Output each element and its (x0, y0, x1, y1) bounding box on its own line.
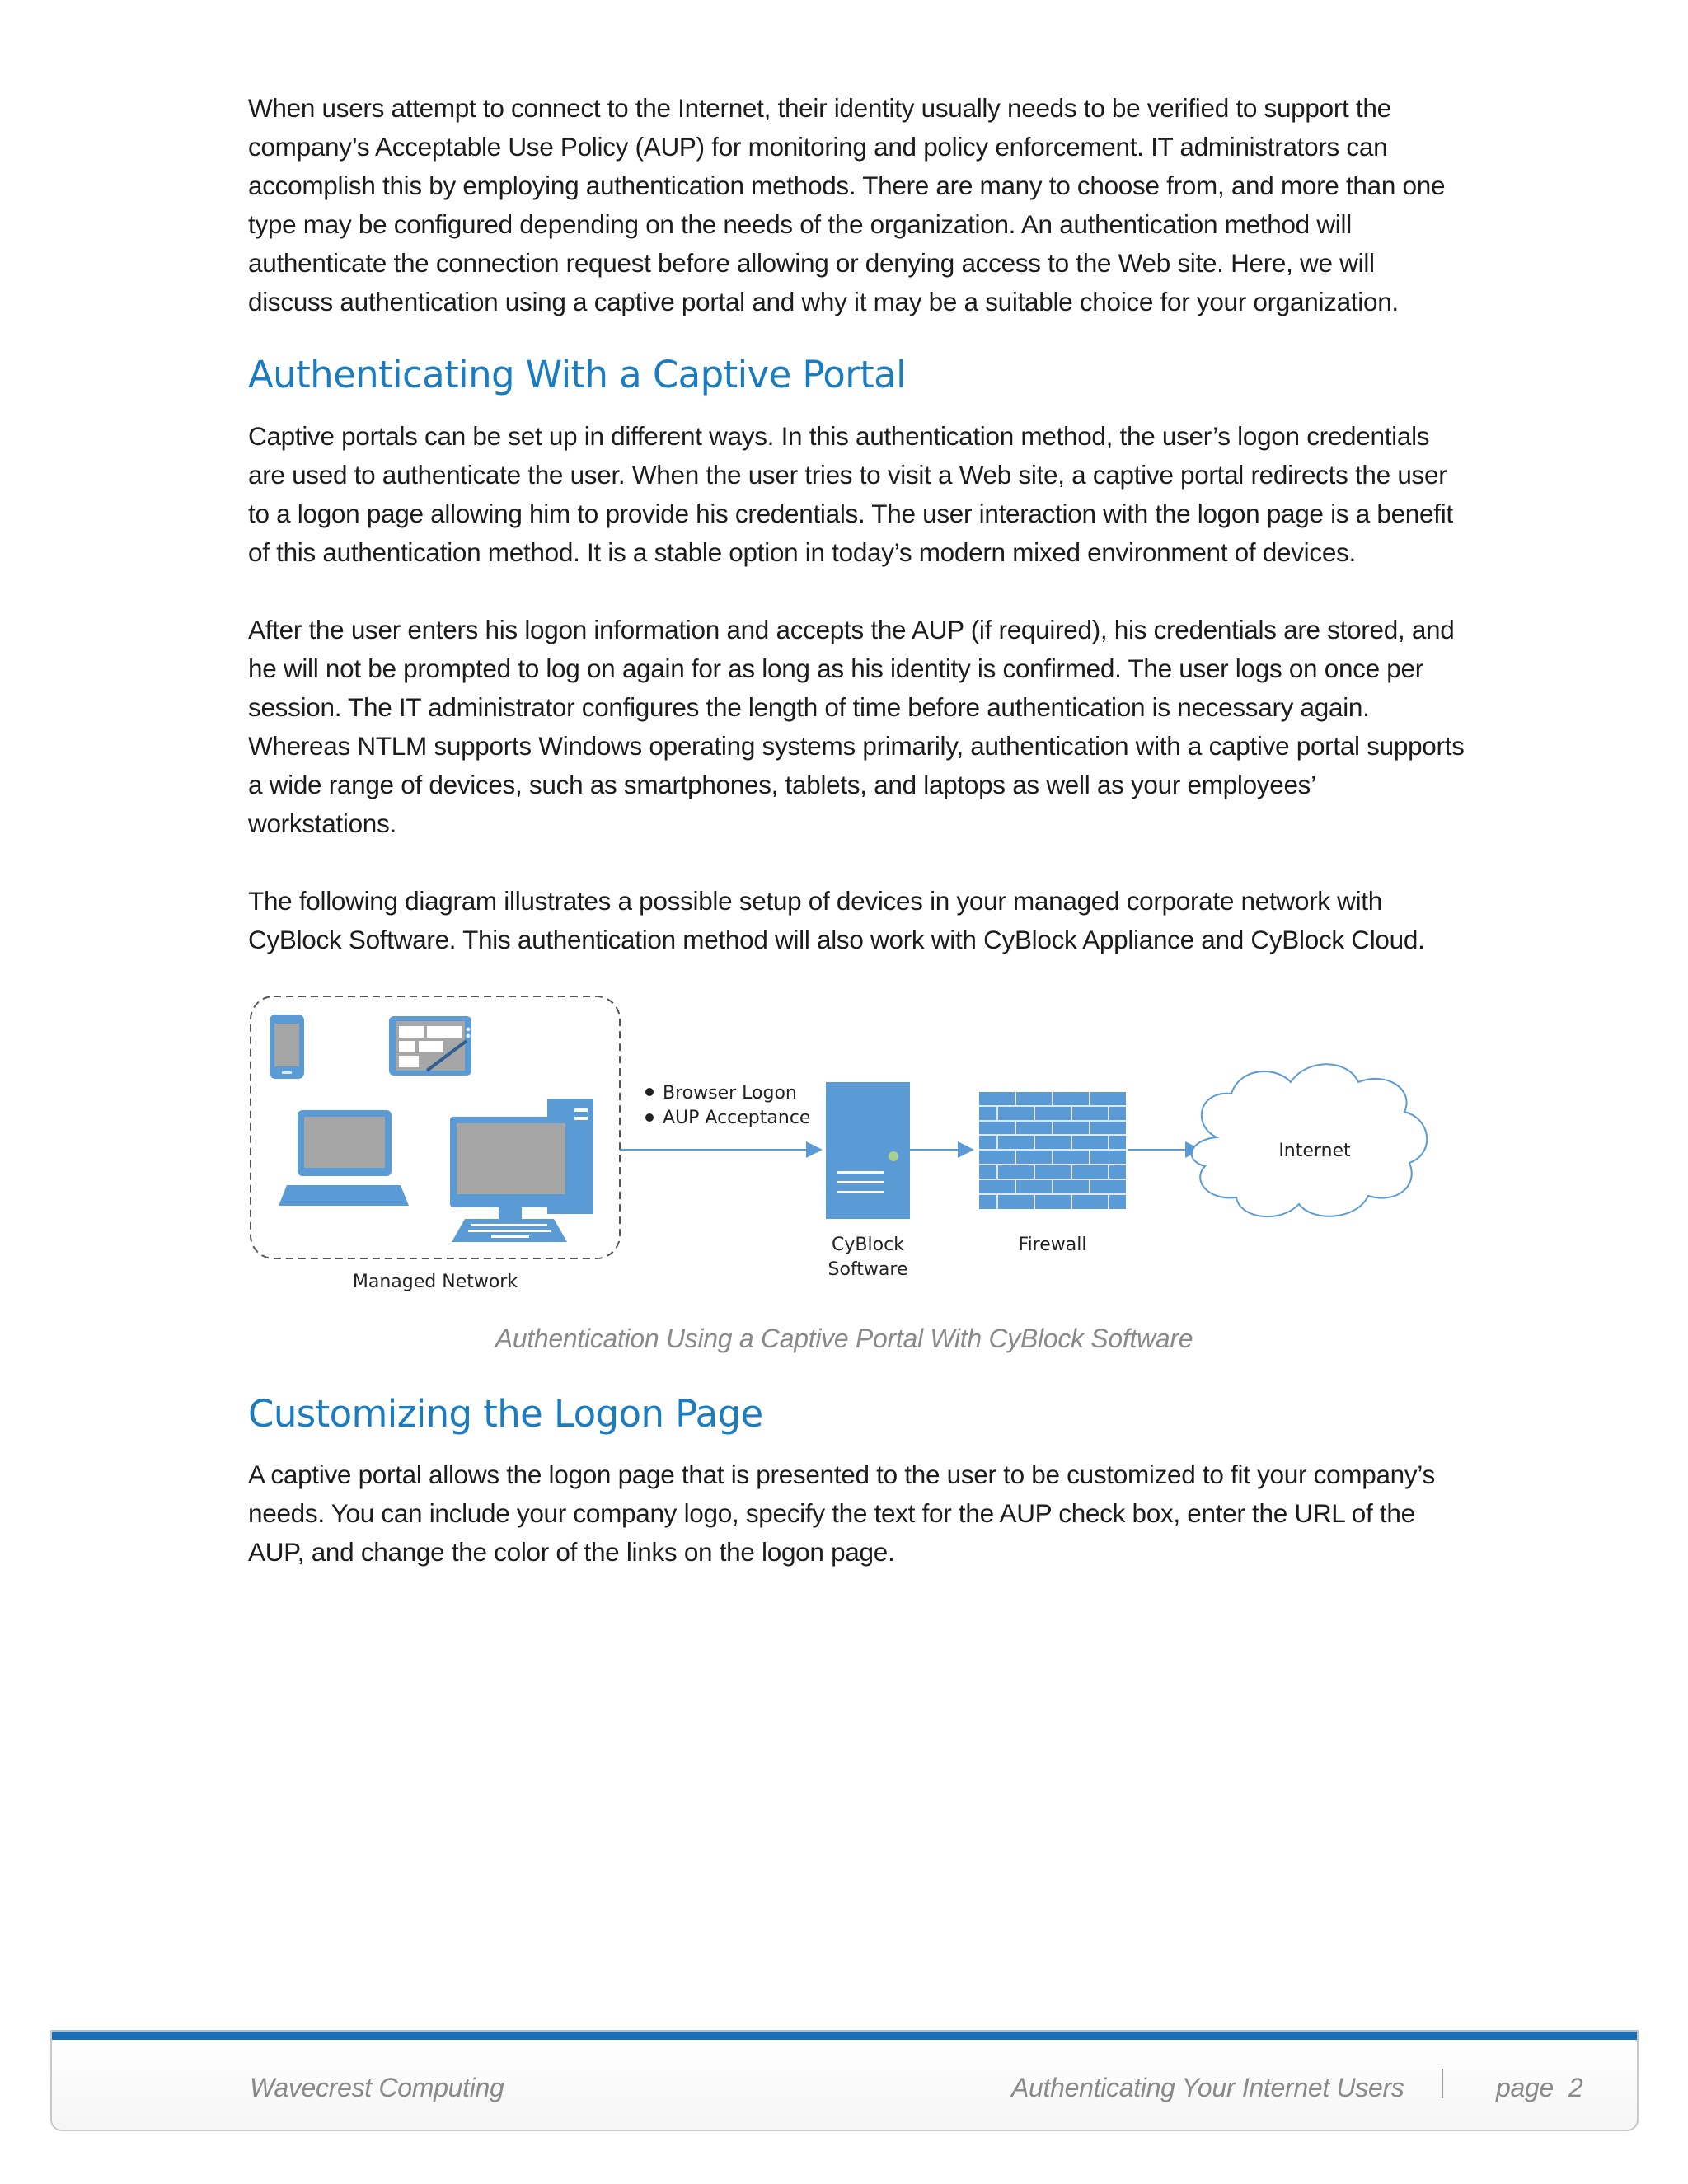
desktop-computer-icon (450, 1099, 593, 1242)
footer-separator (1442, 2069, 1443, 2098)
firewall-label: Firewall (1018, 1235, 1087, 1255)
tablet-icon (389, 1016, 471, 1076)
captive-portal-paragraph-2: After the user enters his logon information and accepts the AUP (if required), his credentials are stored, and he will not be prompted to log on again for as long as his identity is confirmed. The user logs on once per session. The IT administrator configures the length of time before authentication is necessary again. Whereas NTLM supports Windows operating systems primarily, authentication with a captive portal supports a wide range of devices, such as smartphones, tablets, and laptops as well as your employees’ workstations. (248, 615, 1465, 838)
page-footer (50, 2030, 1639, 2131)
customizing-paragraph: A captive portal allows the logon page that is presented to the user to be customized to fit your company’s needs. You can include your company logo, specify the text for the AUP check box, enter the URL of the AUP, and change the color of the links on the logon page. (248, 1460, 1435, 1567)
server-label-line1: CyBlock (832, 1235, 904, 1255)
diagram-caption: Authentication Using a Captive Portal With CyBlock Software (495, 1324, 1193, 1353)
firewall-icon (979, 1092, 1126, 1209)
captive-portal-body (248, 417, 1468, 959)
section-heading-customizing: Customizing the Logon Page (248, 1392, 763, 1436)
footer-company: Wavecrest Computing (250, 2073, 504, 2102)
network-diagram (244, 993, 1447, 1319)
bullet-aup-acceptance: AUP Acceptance (663, 1108, 811, 1128)
footer-page-label: page (1496, 2073, 1554, 2102)
managed-network-label: Managed Network (352, 1272, 518, 1292)
intro-paragraph: When users attempt to connect to the Internet, their identity usually needs to be verified to support the company’s Acceptable Use Policy (AUP) for monitoring and policy enforcement. IT administrators can accomplish this by employing authentication methods. There are many to choose from, and more than one type may be configured depending on the needs of the organization. An authentication method will authenticate the connection request before allowing or denying access to the Web site. Here, we will discuss authentication using a captive portal and why it may be a suitable choice for your organization. (248, 93, 1446, 316)
bullet-browser-logon: Browser Logon (663, 1083, 797, 1104)
captive-portal-paragraph-3: The following diagram illustrates a possible setup of devices in your managed corporate network with CyBlock Software. This authentication method will also work with CyBlock Appliance and CyBlock Cloud. (248, 886, 1425, 954)
footer-document-title: Authenticating Your Internet Users (1011, 2073, 1404, 2102)
internet-label: Internet (1278, 1141, 1351, 1161)
footer-page-number: 2 (1568, 2073, 1583, 2102)
captive-portal-paragraph-1: Captive portals can be set up in different ways. In this authentication method, the user’s logon credentials are used to authenticate the user. When the user tries to visit a Web site, a captive portal redirects the user to a logon page allowing him to provide his credentials. The user interaction with the logon page is a benefit of this authentication method. It is a stable option in today’s modern mixed environment of devices. (248, 421, 1453, 567)
footer-accent-bar (52, 2030, 1637, 2040)
cyblock-server-icon (826, 1082, 910, 1219)
section-heading-captive-portal: Authenticating With a Captive Portal (248, 353, 907, 396)
laptop-icon (279, 1110, 409, 1206)
server-label-line2: Software (828, 1259, 908, 1280)
smartphone-icon (270, 1015, 304, 1079)
